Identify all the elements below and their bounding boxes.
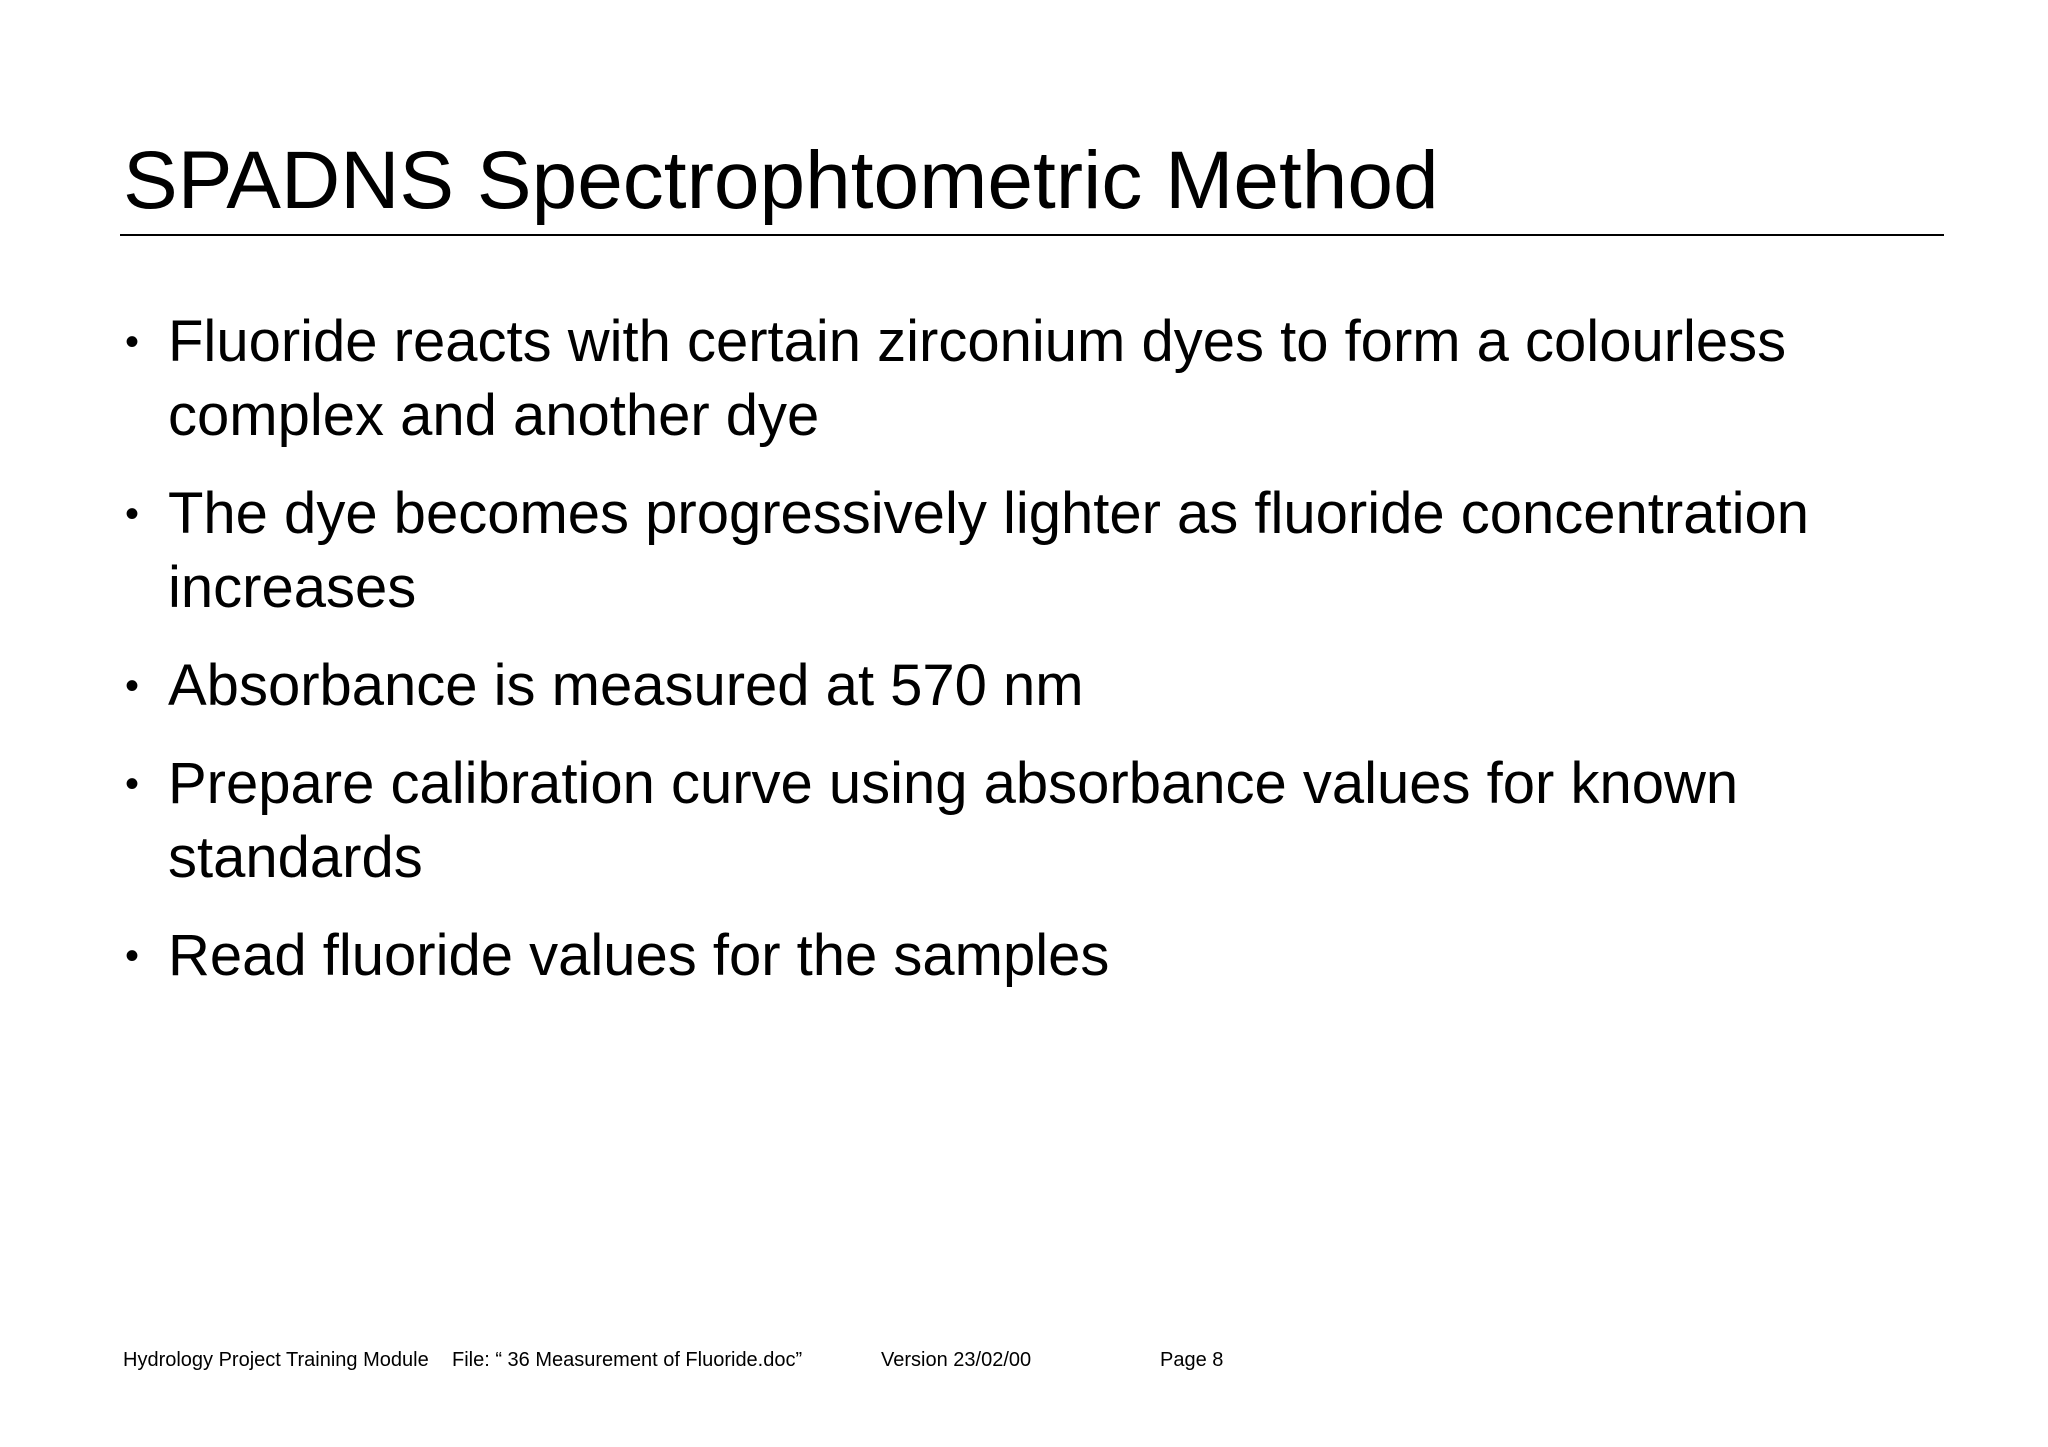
bullet-item <box>125 747 1945 895</box>
bullet-icon: • <box>125 934 140 978</box>
bullet-icon: • <box>125 762 140 806</box>
footer-file: File: “ 36 Measurement of Fluoride.doc” <box>452 1349 803 1371</box>
footer-module: Hydrology Project Training Module <box>123 1349 429 1371</box>
footer-page: Page 8 <box>1160 1349 1224 1371</box>
title-divider <box>120 234 1944 236</box>
bullet-item <box>125 919 1945 993</box>
bullet-text: The dye becomes progressively lighter as fluoride concentration increases <box>168 481 1809 620</box>
page-title: SPADNS Spectrophtometric Method <box>123 135 1439 226</box>
bullet-icon: • <box>125 664 140 708</box>
bullet-text: Prepare calibration curve using absorbance values for known standards <box>168 751 1739 890</box>
bullet-list <box>125 305 1945 1017</box>
bullet-text: Fluoride reacts with certain zirconium dyes to form a colourless complex and another dye <box>168 309 1787 448</box>
bullet-item <box>125 477 1945 625</box>
bullet-text: Read fluoride values for the samples <box>168 923 1110 988</box>
bullet-icon: • <box>125 320 140 364</box>
bullet-item <box>125 305 1945 453</box>
footer-version: Version 23/02/00 <box>881 1349 1032 1371</box>
bullet-text: Absorbance is measured at 570 nm <box>168 653 1084 718</box>
bullet-item <box>125 649 1945 723</box>
bullet-icon: • <box>125 492 140 536</box>
